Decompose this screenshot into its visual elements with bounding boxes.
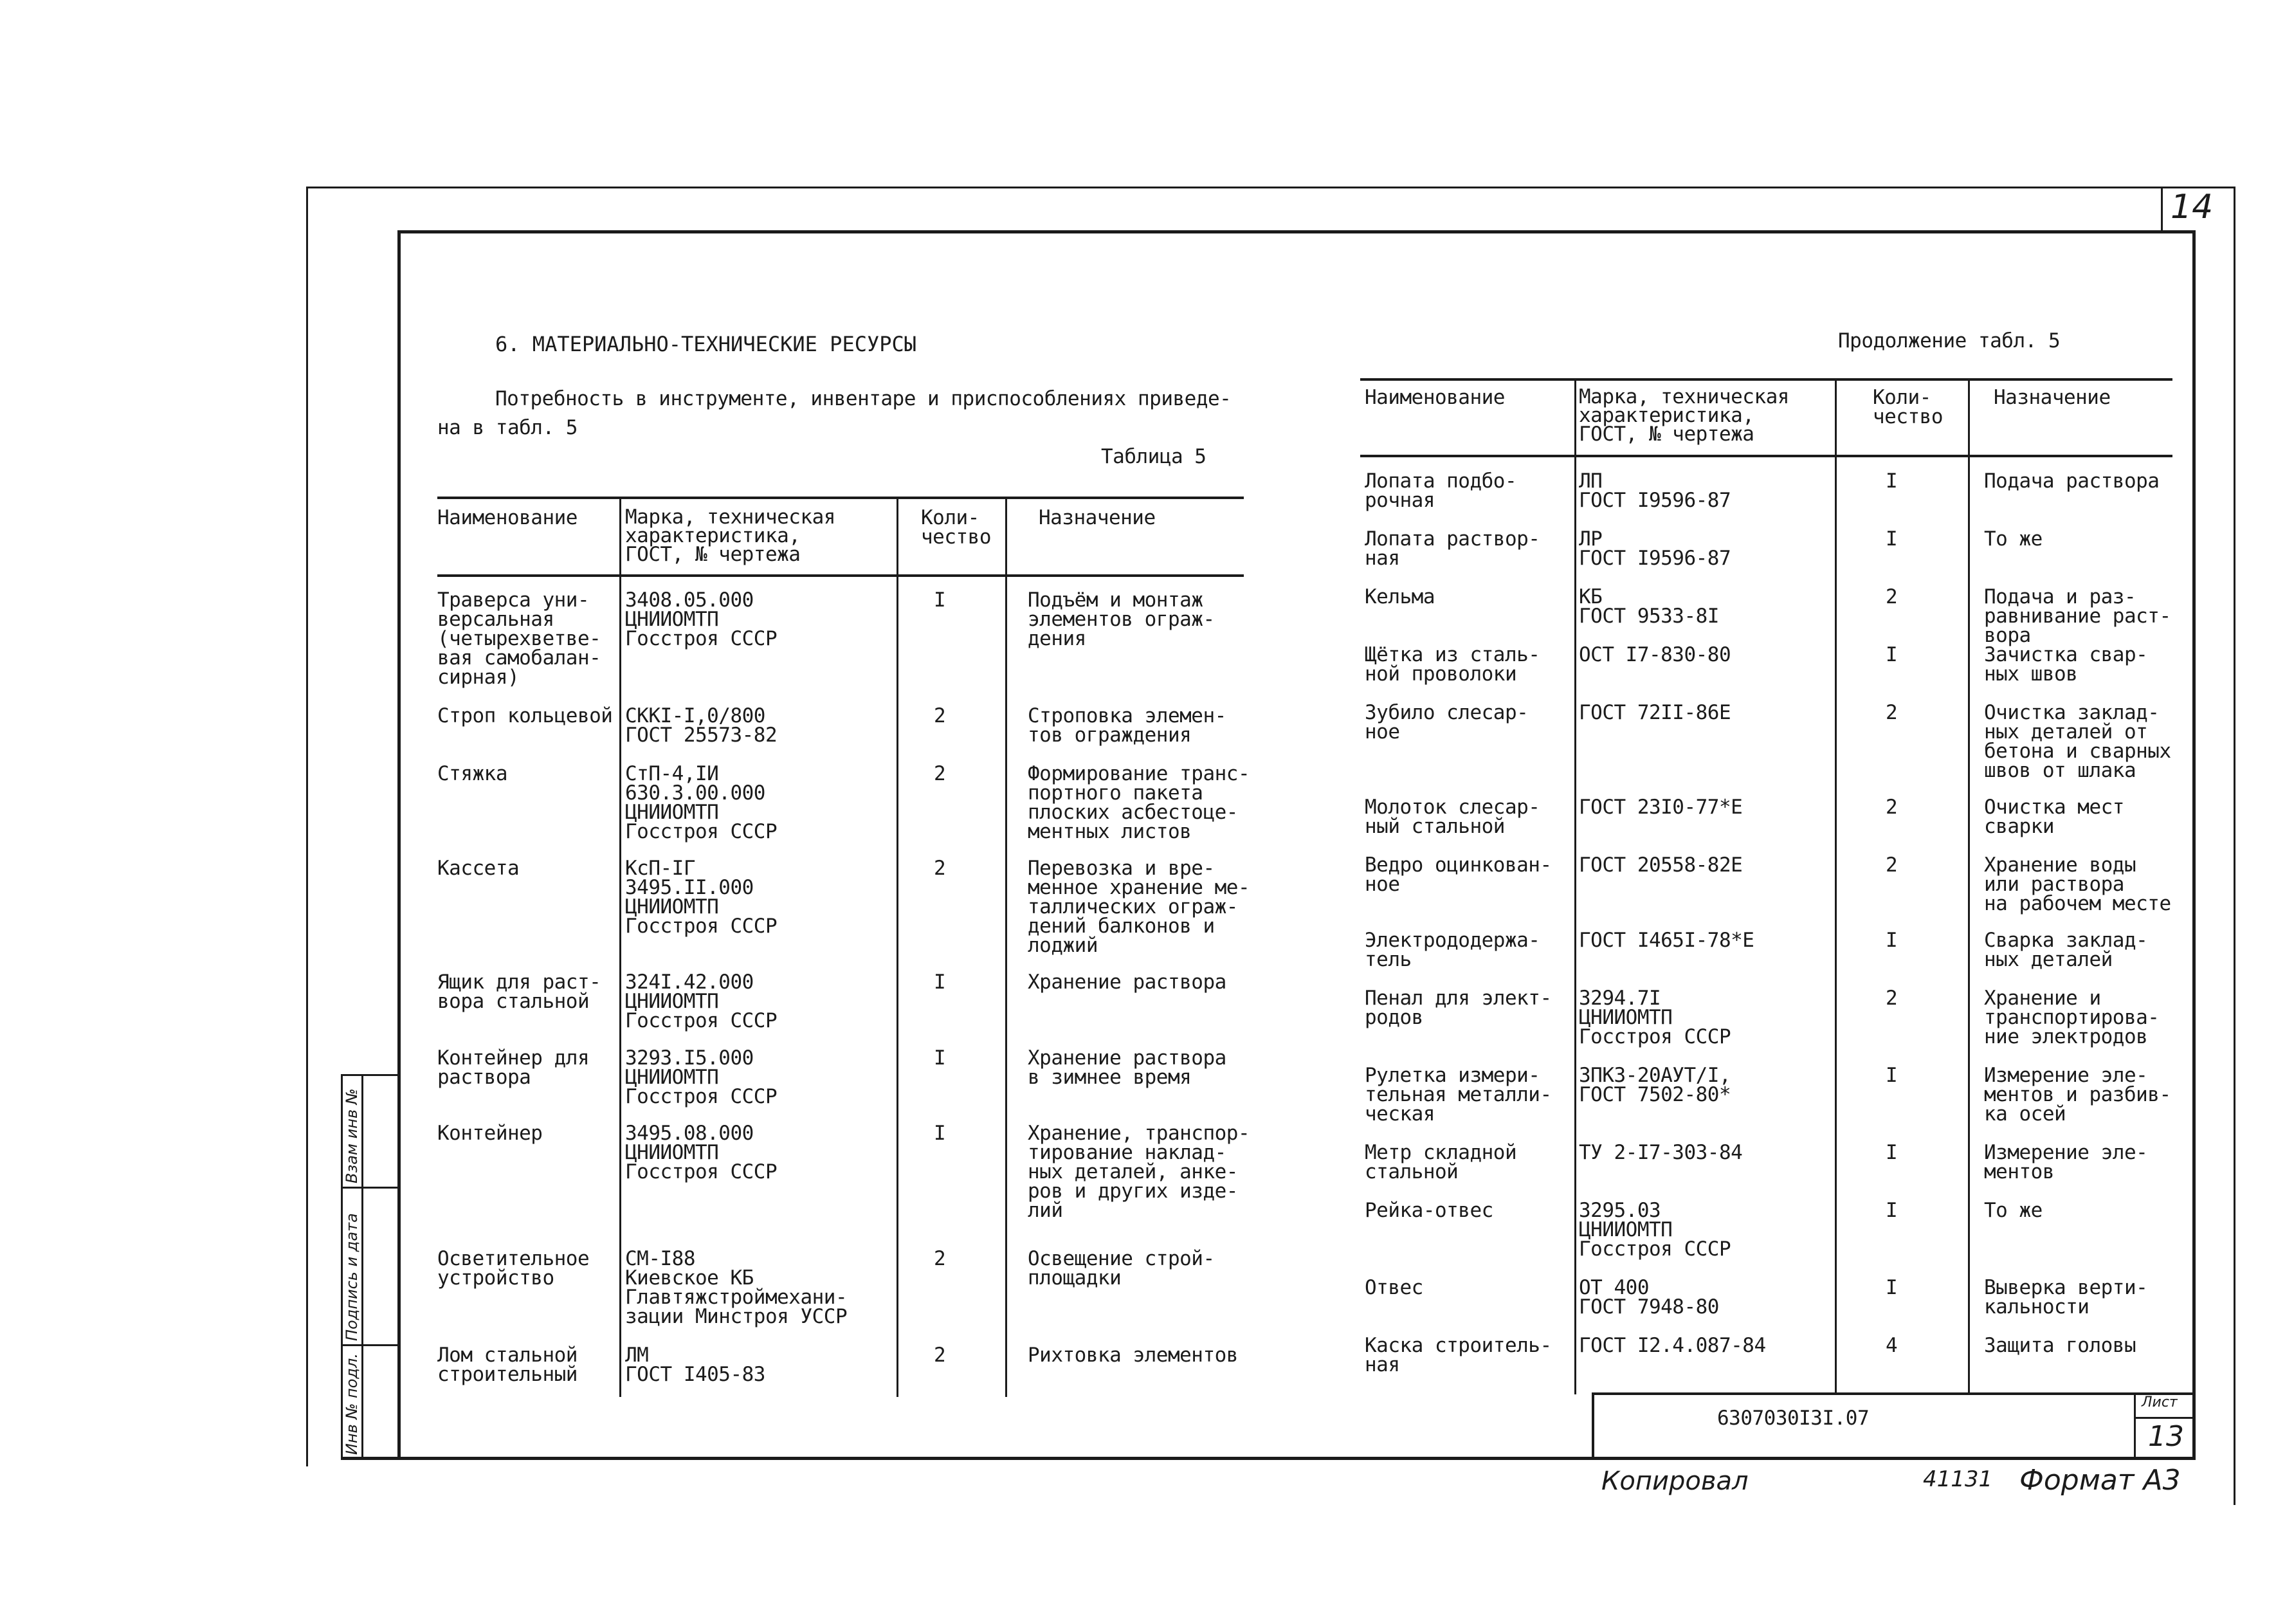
inner-frame-bottom [341, 1457, 2196, 1460]
right-header-qty: Коли- чество [1873, 386, 1943, 428]
table-cell-name: Лом стальной строительный [437, 1344, 578, 1386]
table-cell-qty: 2 [1886, 701, 1898, 724]
continuation-caption: Продолжение табл. 5 [1838, 329, 2061, 352]
table-cell-mark: ОТ 400 ГОСТ 7948-80 [1579, 1276, 1719, 1318]
left-table-header-line [437, 574, 1244, 577]
table-cell-name: Кельма [1365, 585, 1435, 608]
table-cell-name: Лопата раствор- ная [1365, 527, 1540, 570]
table-cell-mark: СМ-I88 Киевское КБ Главтяжстроймехани- зации Минстроя УССР [625, 1247, 848, 1328]
table-cell-name: Молоток слесар- ный стальной [1365, 796, 1540, 838]
table-cell-purpose: Хранение раствора [1028, 971, 1226, 994]
table-cell-name: Рейка-отвес [1365, 1199, 1493, 1222]
left-table-top-line [437, 497, 1244, 499]
table-cell-qty: I [1886, 470, 1898, 493]
side-stamp-sign: Подпись и дата [343, 1213, 361, 1341]
inner-frame-left [397, 230, 401, 1460]
table-cell-qty: I [1886, 929, 1898, 952]
table-cell-mark: ГОСТ 20558-82Е [1579, 853, 1743, 877]
intro-line-2: на в табл. 5 [437, 416, 578, 439]
table-cell-qty: 2 [934, 704, 946, 727]
left-header-mark: Марка, техническая характеристика, ГОСТ, № чертежа [625, 506, 835, 566]
table-cell-mark: ГОСТ 23I0-77*Е [1579, 796, 1743, 819]
sheet-number: 13 [2148, 1420, 2184, 1453]
copied-label: Копировал [1601, 1466, 1749, 1496]
table-cell-mark: ГОСТ I2.4.087-84 [1579, 1334, 1766, 1357]
table-cell-mark: ГОСТ I465I-78*Е [1579, 929, 1754, 952]
table-cell-mark: КБ ГОСТ 9533-8I [1579, 585, 1719, 628]
title-block-top [1592, 1392, 2196, 1395]
sheet-label: Лист [2142, 1394, 2178, 1410]
table-cell-purpose: Хранение раствора в зимнее время [1028, 1046, 1226, 1089]
table-cell-qty: I [934, 1046, 946, 1070]
table-cell-mark: ЛР ГОСТ I9596-87 [1579, 527, 1731, 570]
table-cell-name: Строп кольцевой [437, 704, 613, 727]
table-cell-qty: 2 [934, 857, 946, 880]
inner-frame-right [2192, 230, 2196, 1460]
table-cell-qty: I [1886, 1199, 1898, 1222]
left-header-purpose: Назначение [1039, 506, 1156, 529]
table-cell-qty: 2 [934, 1247, 946, 1270]
table-caption: Таблица 5 [1101, 445, 1206, 468]
table-cell-qty: I [934, 971, 946, 994]
table-cell-purpose: Освещение строй- площадки [1028, 1247, 1215, 1290]
table-cell-qty: I [1886, 527, 1898, 551]
table-cell-qty: I [934, 1122, 946, 1145]
table-cell-mark: ГОСТ 72II-86Е [1579, 701, 1731, 724]
title-block-sheet-left [2134, 1392, 2136, 1460]
table-cell-qty: 2 [1886, 796, 1898, 819]
table-cell-name: Щётка из сталь- ной проволоки [1365, 643, 1540, 686]
table-cell-mark: КсП-IГ 3495.II.000 ЦНИИОМТП Госстроя СССР [625, 857, 778, 938]
inner-frame-top [397, 230, 2195, 233]
side-stamp-replace: Взам инв № [343, 1088, 361, 1183]
table-cell-name: Отвес [1365, 1276, 1423, 1299]
table-cell-mark: ЗПКЗ-20АУТ/I, ГОСТ 7502-80* [1579, 1064, 1731, 1106]
table-cell-purpose: Измерение эле- ментов и разбив- ка осей [1984, 1064, 2171, 1126]
table-cell-purpose: Хранение воды или раствора на рабочем месте [1984, 853, 2171, 915]
table-cell-mark: 3408.05.000 ЦНИИОМТП Госстроя СССР [625, 588, 778, 650]
right-table-col2 [1835, 378, 1837, 1394]
format-label: Формат А3 [2019, 1464, 2181, 1497]
table-cell-purpose: Рихтовка элементов [1028, 1344, 1238, 1367]
table-cell-qty: I [1886, 1064, 1898, 1087]
left-header-qty: Коли- чество [921, 506, 991, 549]
table-cell-purpose: Выверка верти- кальности [1984, 1276, 2148, 1318]
left-table-col2 [897, 497, 898, 1397]
table-cell-mark: 3294.7I ЦНИИОМТП Госстроя СССР [1579, 987, 1731, 1048]
table-cell-name: Ведро оцинкован- ное [1365, 853, 1552, 896]
table-cell-name: Кассета [437, 857, 520, 880]
table-cell-purpose: Зачистка свар- ных швов [1984, 643, 2148, 686]
table-cell-mark: 3495.08.000 ЦНИИОМТП Госстроя СССР [625, 1122, 778, 1183]
outer-frame-left [306, 187, 308, 1466]
title-block-sheet-mid [2134, 1417, 2195, 1419]
table-cell-qty: I [1886, 1141, 1898, 1164]
section-title: 6. МАТЕРИАЛЬНО-ТЕХНИЧЕСКИЕ РЕСУРСЫ [495, 332, 917, 356]
table-cell-name: Лопата подбо- рочная [1365, 470, 1517, 512]
left-header-name: Наименование [437, 506, 578, 529]
right-header-name: Наименование [1365, 386, 1505, 409]
right-header-purpose: Назначение [1994, 386, 2111, 409]
table-cell-purpose: Хранение и транспортирова- ние электродов [1984, 987, 2160, 1048]
right-table-col1 [1574, 378, 1576, 1394]
intro-line-1: Потребность в инструменте, инвентаре и приспособлениях приведе- [495, 387, 1232, 410]
table-cell-qty: 4 [1886, 1334, 1898, 1357]
table-cell-mark: ТУ 2-I7-303-84 [1579, 1141, 1743, 1164]
table-cell-purpose: Подача и раз- равнивание раст- вора [1984, 585, 2171, 647]
side-stamp-mid [361, 1074, 363, 1460]
table-cell-qty: 2 [934, 1344, 946, 1367]
corner-page-number: 14 [2171, 188, 2214, 226]
table-cell-qty: I [934, 588, 946, 612]
right-table-col3 [1968, 378, 1970, 1394]
table-cell-name: Осветительное устройство [437, 1247, 590, 1290]
right-table-top-line [1360, 378, 2172, 381]
table-cell-name: Метр складной стальной [1365, 1141, 1517, 1183]
table-cell-qty: I [1886, 1276, 1898, 1299]
table-cell-mark: СтП-4,IИ 630.3.00.000 ЦНИИОМТП Госстроя СССР [625, 762, 778, 843]
table-cell-purpose: Строповка элемен- тов ограждения [1028, 704, 1226, 747]
table-cell-name: Рулетка измери- тельная металли- ческая [1365, 1064, 1552, 1126]
table-cell-mark: СККI-I,0/800 ГОСТ 25573-82 [625, 704, 778, 747]
table-cell-name: Траверса уни- версальная (четырехветве- вая самобалан- сирная) [437, 588, 601, 689]
table-cell-purpose: Подъём и монтаж элементов ограж- дения [1028, 588, 1215, 650]
left-table-col3 [1005, 497, 1007, 1397]
side-stamp-div1 [341, 1187, 399, 1189]
table-cell-purpose: Очистка мест сварки [1984, 796, 2124, 838]
table-cell-name: Стяжка [437, 762, 507, 785]
table-cell-mark: 3295.03 ЦНИИОМТП Госстроя СССР [1579, 1199, 1731, 1261]
corner-box-left [2161, 187, 2163, 230]
table-cell-purpose: Хранение, транспор- тирование наклад- ных деталей, анке- ров и других изде- лий [1028, 1122, 1250, 1222]
outer-frame-top [306, 187, 2235, 188]
table-cell-purpose: То же [1984, 527, 2043, 551]
outer-frame-right [2234, 187, 2235, 1505]
table-cell-name: Ящик для раст- вора стальной [437, 971, 601, 1013]
table-cell-mark: ОСТ I7-830-80 [1579, 643, 1731, 666]
table-cell-purpose: То же [1984, 1199, 2043, 1222]
table-cell-purpose: Очистка заклад- ных деталей от бетона и сварных швов от шлака [1984, 701, 2171, 782]
table-cell-qty: 2 [1886, 853, 1898, 877]
side-stamp-inv: Инв № подл. [343, 1353, 361, 1455]
table-cell-name: Каска строитель- ная [1365, 1334, 1552, 1376]
table-cell-mark: ЛМ ГОСТ I405-83 [625, 1344, 765, 1386]
table-cell-name: Контейнер [437, 1122, 543, 1145]
side-stamp-div2 [341, 1344, 399, 1346]
table-cell-name: Пенал для элект- родов [1365, 987, 1552, 1029]
table-cell-qty: 2 [1886, 585, 1898, 608]
table-cell-mark: 3293.I5.000 ЦНИИОМТП Госстроя СССР [625, 1046, 778, 1108]
table-cell-qty: I [1886, 643, 1898, 666]
document-code: 6307030I3I.07 [1717, 1407, 1870, 1430]
table-cell-purpose: Защита головы [1984, 1334, 2136, 1357]
table-cell-purpose: Перевозка и вре- менное хранение ме- таллических ограж- дений балконов и лоджий [1028, 857, 1250, 957]
left-table-col1 [619, 497, 621, 1397]
side-stamp-top [341, 1074, 399, 1076]
table-cell-purpose: Формирование транс- портного пакета плоских асбестоце- ментных листов [1028, 762, 1250, 843]
table-cell-mark: 324I.42.000 ЦНИИОМТП Госстроя СССР [625, 971, 778, 1032]
table-cell-name: Электрододержа- тель [1365, 929, 1540, 971]
right-header-mark: Марка, техническая характеристика, ГОСТ, № чертежа [1579, 385, 1789, 446]
table-cell-purpose: Подача раствора [1984, 470, 2160, 493]
table-cell-name: Контейнер для раствора [437, 1046, 590, 1089]
table-cell-purpose: Сварка заклад- ных деталей [1984, 929, 2148, 971]
right-table-header-line [1360, 455, 2172, 457]
table-cell-purpose: Измерение эле- ментов [1984, 1141, 2148, 1183]
table-cell-qty: 2 [934, 762, 946, 785]
order-number: 41131 [1923, 1466, 1993, 1492]
table-cell-name: Зубило слесар- ное [1365, 701, 1529, 744]
table-cell-qty: 2 [1886, 987, 1898, 1010]
table-cell-mark: ЛП ГОСТ I9596-87 [1579, 470, 1731, 512]
title-block-left [1592, 1392, 1594, 1460]
